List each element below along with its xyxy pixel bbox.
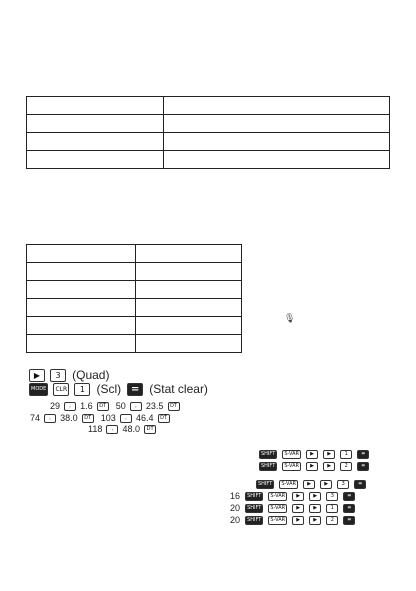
table-cell bbox=[27, 97, 164, 115]
table-row bbox=[27, 317, 242, 335]
shift-key: SHIFT bbox=[247, 504, 262, 511]
data-value: 23.5 bbox=[145, 401, 164, 412]
right-key-sequence-4 bbox=[230, 490, 356, 502]
comma-key: , bbox=[120, 414, 132, 423]
right-key-sequence-5 bbox=[230, 502, 356, 514]
data-value: 29 bbox=[50, 401, 61, 412]
dt-key: DT bbox=[97, 402, 109, 411]
mode-key: MODE bbox=[29, 383, 48, 396]
table-cell bbox=[27, 263, 136, 281]
key-3: 3 bbox=[50, 369, 66, 382]
table-row bbox=[27, 335, 242, 353]
table-cell bbox=[27, 281, 136, 299]
dt-key: DT bbox=[168, 402, 180, 411]
microphone-icon: 🎙 bbox=[284, 313, 296, 323]
table-cell bbox=[164, 97, 390, 115]
data-value: 46.4 bbox=[135, 413, 154, 424]
table-cell bbox=[27, 133, 164, 151]
key-2: 2 bbox=[326, 516, 338, 525]
play-key-icon: ▶ bbox=[292, 492, 304, 501]
play-key-icon: ▶ bbox=[292, 504, 304, 513]
play-key-icon: ▶ bbox=[29, 369, 45, 382]
data-entry-row-3 bbox=[88, 423, 157, 435]
data-value: 50 bbox=[115, 401, 126, 412]
table-cell bbox=[27, 151, 164, 169]
comma-key: , bbox=[106, 425, 118, 434]
key-1: 1 bbox=[340, 450, 352, 459]
data-value: 48.0 bbox=[122, 424, 141, 435]
scl-label: (Scl) bbox=[96, 382, 122, 396]
equals-key: = bbox=[343, 492, 355, 501]
play-key-icon: ▶ bbox=[323, 450, 335, 459]
comma-key: , bbox=[130, 402, 142, 411]
data-value: 74 bbox=[30, 413, 41, 424]
shift-key: SHIFT bbox=[258, 480, 273, 487]
comma-key: , bbox=[44, 414, 56, 423]
play-key-icon: ▶ bbox=[309, 516, 321, 525]
play-key-icon: ▶ bbox=[309, 504, 321, 513]
table-cell bbox=[27, 245, 136, 263]
input-value: 16 bbox=[230, 491, 241, 502]
key-sequence-stat-clear bbox=[28, 382, 210, 396]
play-key-icon: ▶ bbox=[323, 462, 335, 471]
svar-key: S-VAR bbox=[281, 480, 297, 487]
shift-key: SHIFT bbox=[247, 492, 262, 499]
dt-key: DT bbox=[82, 414, 94, 423]
right-key-sequence-2 bbox=[258, 460, 370, 472]
equals-key: = bbox=[343, 504, 355, 513]
equals-key: = bbox=[354, 480, 366, 489]
table-cell bbox=[136, 281, 242, 299]
table-row bbox=[27, 299, 242, 317]
table-top bbox=[26, 96, 390, 169]
data-entry-row-1 bbox=[50, 400, 181, 412]
shift-key: SHIFT bbox=[261, 450, 276, 457]
svar-key: S-VAR bbox=[270, 492, 286, 499]
equals-key: = bbox=[357, 450, 369, 459]
key-3: 3 bbox=[337, 480, 349, 489]
table-cell bbox=[136, 263, 242, 281]
svar-key: S-VAR bbox=[284, 450, 300, 457]
play-key-icon: ▶ bbox=[303, 480, 315, 489]
input-value: 20 bbox=[230, 503, 241, 514]
key-3: 3 bbox=[326, 492, 338, 501]
clr-key: CLR bbox=[53, 383, 69, 396]
play-key-icon: ▶ bbox=[306, 450, 318, 459]
dt-key: DT bbox=[158, 414, 170, 423]
stat-clear-label: (Stat clear) bbox=[149, 382, 208, 396]
data-value: 38.0 bbox=[60, 413, 78, 424]
table-cell bbox=[164, 151, 390, 169]
equals-key: = bbox=[357, 462, 369, 471]
table-bottom bbox=[26, 244, 242, 353]
table-row bbox=[27, 133, 390, 151]
equals-key: = bbox=[343, 516, 355, 525]
table-row bbox=[27, 245, 242, 263]
svar-key: S-VAR bbox=[270, 516, 286, 523]
table-cell bbox=[27, 335, 136, 353]
table-row bbox=[27, 263, 242, 281]
table-cell bbox=[136, 335, 242, 353]
data-value: 118 bbox=[88, 424, 103, 435]
data-value: 103 bbox=[100, 413, 116, 424]
table-row bbox=[27, 151, 390, 169]
table-cell bbox=[164, 133, 390, 151]
data-value: 1.6 bbox=[80, 401, 93, 412]
play-key-icon: ▶ bbox=[292, 516, 304, 525]
svar-key: S-VAR bbox=[284, 462, 300, 469]
table-cell bbox=[27, 317, 136, 335]
svar-key: S-VAR bbox=[270, 504, 286, 511]
dt-key: DT bbox=[144, 425, 156, 434]
play-key-icon: ▶ bbox=[309, 492, 321, 501]
input-value: 20 bbox=[230, 515, 241, 526]
right-key-sequence-6 bbox=[230, 514, 356, 526]
table-cell bbox=[27, 299, 136, 317]
right-key-sequence-3 bbox=[255, 478, 367, 490]
quad-label: (Quad) bbox=[72, 368, 110, 382]
key-2: 2 bbox=[340, 462, 352, 471]
comma-key: , bbox=[64, 402, 76, 411]
table-cell bbox=[27, 115, 164, 133]
key-sequence-quad bbox=[28, 368, 111, 382]
table-row bbox=[27, 281, 242, 299]
right-key-sequence-1 bbox=[258, 448, 370, 460]
play-key-icon: ▶ bbox=[306, 462, 318, 471]
table-row bbox=[27, 115, 390, 133]
table-row bbox=[27, 97, 390, 115]
key-1: 1 bbox=[326, 504, 338, 513]
table-cell bbox=[136, 317, 242, 335]
shift-key: SHIFT bbox=[261, 462, 276, 469]
table-cell bbox=[164, 115, 390, 133]
table-cell bbox=[136, 245, 242, 263]
shift-key: SHIFT bbox=[247, 516, 262, 523]
play-key-icon: ▶ bbox=[320, 480, 332, 489]
equals-key: = bbox=[127, 383, 143, 396]
key-1: 1 bbox=[74, 383, 90, 396]
table-cell bbox=[136, 299, 242, 317]
